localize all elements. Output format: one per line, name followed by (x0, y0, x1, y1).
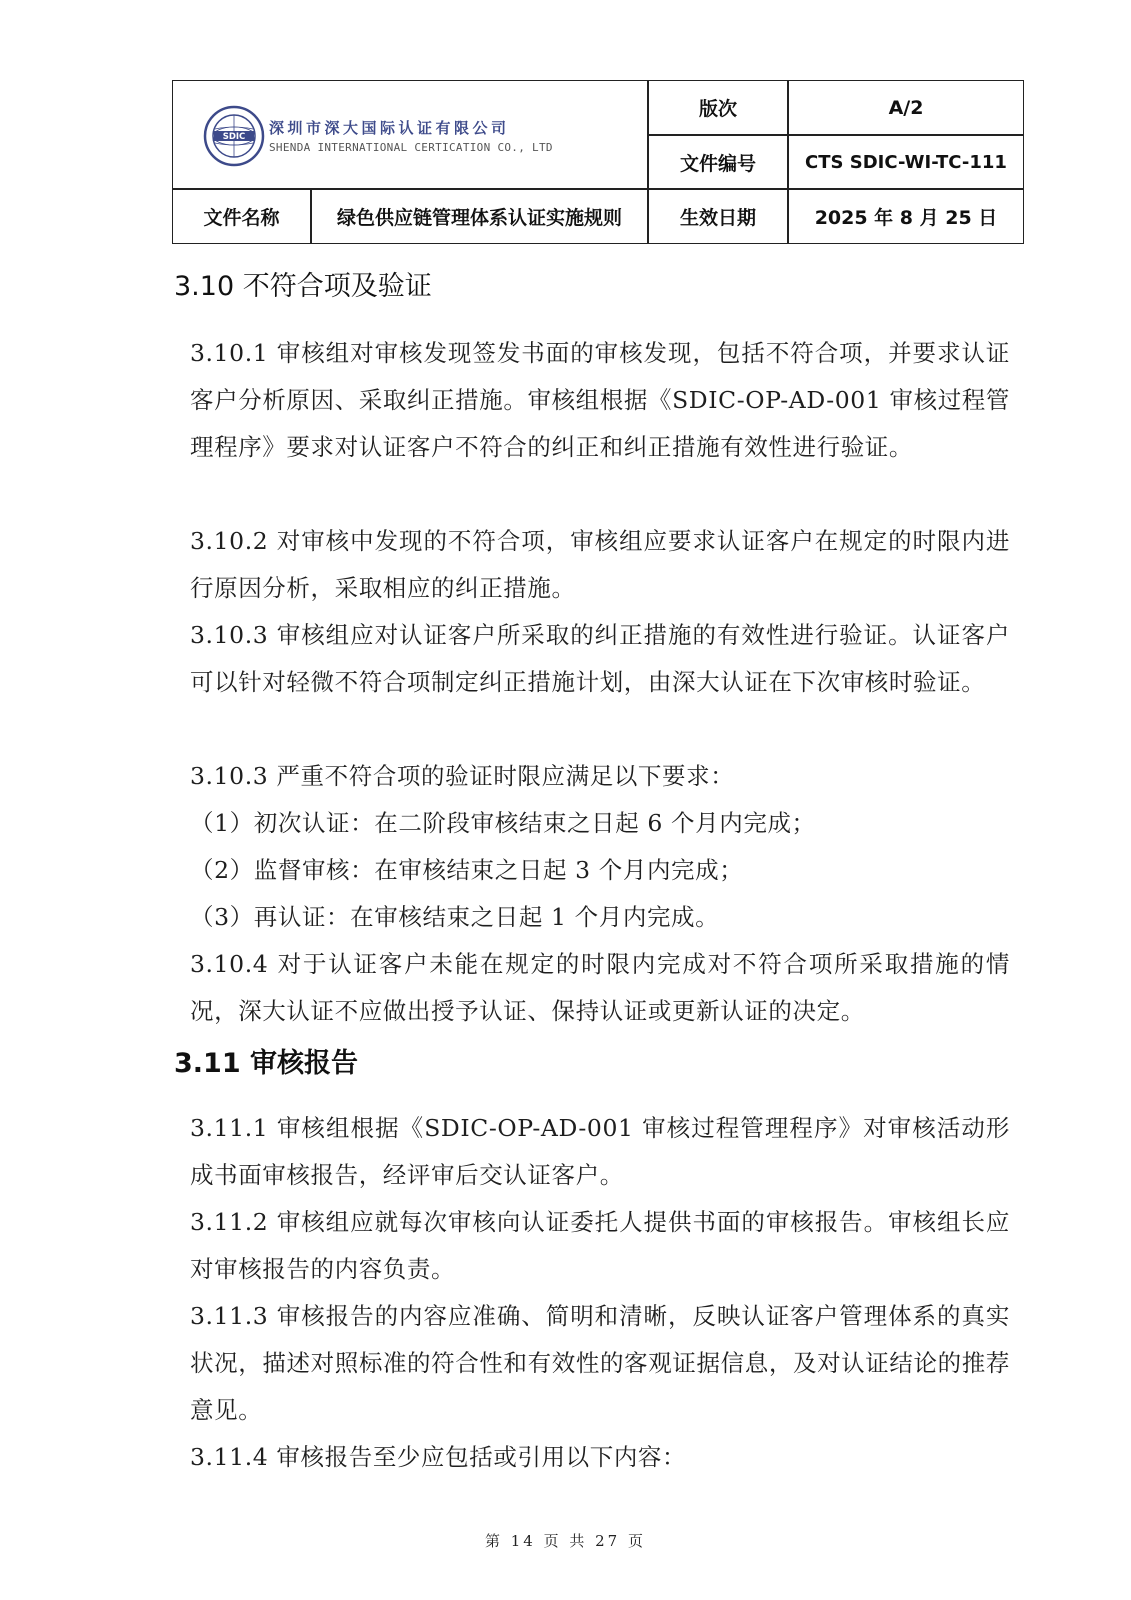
doc-number-value: CTS SDIC-WI-TC-111 (805, 151, 1007, 173)
paragraph-3-11-3: 3.11.3 审核报告的内容应准确、简明和清晰，反映认证客户管理体系的真实状况，描述对照标准的符合性和有效性的客观证据信息，及对认证结论的推荐意见。 (190, 1302, 1010, 1424)
effective-date-label: 生效日期 (679, 207, 756, 229)
document-header-table (172, 80, 1024, 244)
paragraph-3-10-2: 3.10.2 对审核中发现的不符合项，审核组应要求认证客户在规定的时限内进行原因分析，采取相应的纠正措施。 (190, 527, 1010, 602)
company-name-cn: 深圳市深大国际认证有限公司 (269, 119, 510, 137)
paragraph-3-11-2: 3.11.2 审核组应就每次审核向认证委托人提供书面的审核报告。审核组长应对审核报告的内容负责。 (190, 1208, 1010, 1283)
page-number-footer: 第 14 页 共 27 页 (484, 1532, 646, 1550)
paragraph-3-10-3b: 3.10.3 严重不符合项的验证时限应满足以下要求： (190, 762, 735, 790)
paragraph-3-10-3: 3.10.3 审核组应对认证客户所采取的纠正措施的有效性进行验证。认证客户可以针对轻微不符合项制定纠正措施计划，由深大认证在下次审核时验证。 (190, 621, 1010, 696)
version-label: 版次 (698, 98, 737, 120)
section-heading-3-10: 3.10 不符合项及验证 (174, 271, 432, 302)
list-item-surveillance-audit: （2）监督审核：在审核结束之日起 3 个月内完成； (190, 856, 744, 884)
version-value: A/2 (888, 96, 924, 119)
paragraph-3-11-1: 3.11.1 审核组根据《SDIC-OP-AD-001 审核过程管理程序》对审核活动形成书面审核报告，经评审后交认证客户。 (190, 1114, 1010, 1189)
paragraph-3-11-4: 3.11.4 审核报告至少应包括或引用以下内容： (190, 1443, 687, 1471)
section-heading-3-11: 3.11 审核报告 (174, 1048, 359, 1079)
company-seal-logo (203, 105, 265, 167)
doc-name-label: 文件名称 (203, 207, 280, 229)
paragraph-3-10-4: 3.10.4 对于认证客户未能在规定的时限内完成对不符合项所采取措施的情况，深大认证不应做出授予认证、保持认证或更新认证的决定。 (190, 950, 1010, 1025)
paragraph-3-10-1: 3.10.1 审核组对审核发现签发书面的审核发现，包括不符合项，并要求认证客户分析原因、采取纠正措施。审核组根据《SDIC-OP-AD-001 审核过程管理程序》要求对认证客户不符合的纠正和纠正措施有效性进行验证。 (190, 339, 1010, 461)
list-item-initial-certification: （1）初次认证：在二阶段审核结束之日起 6 个月内完成； (190, 809, 816, 837)
svg-text:SDIC: SDIC (222, 132, 246, 142)
company-logo-area (173, 81, 649, 189)
effective-date-value: 2025 年 8 月 25 日 (814, 207, 998, 229)
doc-name-value: 绿色供应链管理体系认证实施规则 (336, 207, 622, 229)
doc-number-label: 文件编号 (679, 152, 756, 175)
company-name-en: SHENDA INTERNATIONAL CERTICATION CO., LTD (269, 141, 553, 154)
list-item-recertification: （3）再认证：在审核结束之日起 1 个月内完成。 (190, 903, 720, 931)
